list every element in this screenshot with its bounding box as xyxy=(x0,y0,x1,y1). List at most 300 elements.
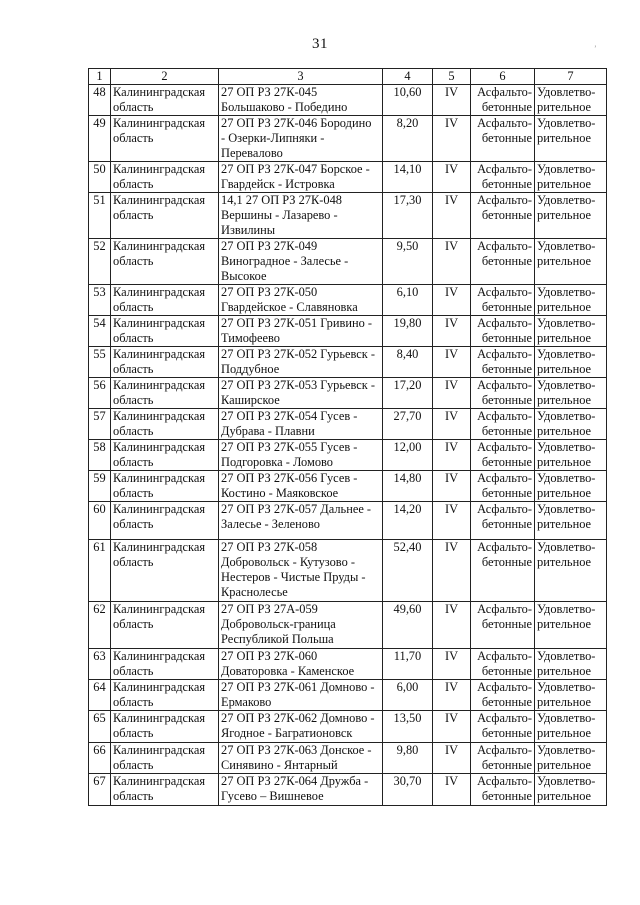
region-cell xyxy=(111,502,219,540)
table-row xyxy=(89,602,607,649)
header-row xyxy=(89,69,607,85)
surface-line: Асфальто- xyxy=(477,602,532,616)
condition-line: Удовлетво- xyxy=(537,239,596,253)
condition-cell xyxy=(535,162,607,193)
region-line: Калининградская xyxy=(113,440,206,454)
category-cell: IV xyxy=(433,85,471,116)
category-cell: IV xyxy=(433,649,471,680)
condition-line: Удовлетво- xyxy=(537,649,596,663)
region-line: область xyxy=(113,695,154,709)
region-cell xyxy=(111,193,219,239)
road-name-line: Республикой Польша xyxy=(221,632,334,646)
road-name-line: Добровольск-граница xyxy=(221,617,336,631)
category-cell: IV xyxy=(433,602,471,649)
condition-line: Удовлетво- xyxy=(537,285,596,299)
surface-line: бетонные xyxy=(481,393,532,407)
condition-line: Удовлетво- xyxy=(537,680,596,694)
condition-line: Удовлетво- xyxy=(537,316,596,330)
surface-line: Асфальто- xyxy=(477,85,532,99)
column-header: 4 xyxy=(383,69,433,85)
surface-line: Асфальто- xyxy=(477,774,532,788)
length-cell: 14,10 xyxy=(383,162,433,193)
road-name-line: Доваторовка - Каменское xyxy=(221,664,355,678)
region-line: область xyxy=(113,177,154,191)
region-line: Калининградская xyxy=(113,193,206,207)
road-name-line: Каширское xyxy=(221,393,280,407)
road-name-cell xyxy=(219,680,383,711)
row-number-cell: 55 xyxy=(89,347,111,378)
region-line: область xyxy=(113,664,154,678)
surface-line: Асфальто- xyxy=(477,116,532,130)
road-name-line: Тимофеево xyxy=(221,331,280,345)
length-cell: 11,70 xyxy=(383,649,433,680)
region-cell xyxy=(111,540,219,602)
surface-line: бетонные xyxy=(481,424,532,438)
table-row xyxy=(89,471,607,502)
length-cell: 12,00 xyxy=(383,440,433,471)
category-cell: IV xyxy=(433,743,471,774)
region-cell xyxy=(111,285,219,316)
road-name-line: 27 ОП РЗ 27К-049 xyxy=(221,239,318,253)
region-line: Калининградская xyxy=(113,649,206,663)
condition-cell xyxy=(535,774,607,806)
row-number-cell: 63 xyxy=(89,649,111,680)
surface-line: бетонные xyxy=(481,208,532,222)
road-name-line: Гусево – Вишневое xyxy=(221,789,324,803)
road-name-line: 27 ОП РЗ 27К-062 Домново - xyxy=(221,711,375,725)
region-line: Калининградская xyxy=(113,162,206,176)
surface-cell xyxy=(471,239,535,285)
region-cell xyxy=(111,440,219,471)
row-number-cell: 56 xyxy=(89,378,111,409)
region-cell xyxy=(111,239,219,285)
condition-cell xyxy=(535,285,607,316)
row-number-cell: 62 xyxy=(89,602,111,649)
length-cell: 9,50 xyxy=(383,239,433,285)
road-name-cell xyxy=(219,743,383,774)
region-line: Калининградская xyxy=(113,540,206,554)
region-line: Калининградская xyxy=(113,316,206,330)
table-row xyxy=(89,502,607,540)
length-cell: 9,80 xyxy=(383,743,433,774)
road-name-cell xyxy=(219,239,383,285)
surface-line: бетонные xyxy=(481,100,532,114)
road-name-cell xyxy=(219,502,383,540)
region-cell xyxy=(111,85,219,116)
length-cell: 52,40 xyxy=(383,540,433,602)
table-row xyxy=(89,378,607,409)
region-line: Калининградская xyxy=(113,711,206,725)
row-number-cell: 48 xyxy=(89,85,111,116)
condition-cell xyxy=(535,711,607,743)
condition-line: рительное xyxy=(537,362,592,376)
road-name-line: 27 ОП РЗ 27К-051 Гривино - xyxy=(221,316,373,330)
road-name-line: 27 ОП РЗ 27К-064 Дружба - xyxy=(221,774,369,788)
table-row xyxy=(89,285,607,316)
condition-cell xyxy=(535,347,607,378)
surface-line: бетонные xyxy=(481,789,532,803)
region-line: Калининградская xyxy=(113,743,206,757)
region-line: Калининградская xyxy=(113,471,206,485)
road-name-cell xyxy=(219,347,383,378)
row-number-cell: 64 xyxy=(89,680,111,711)
surface-cell xyxy=(471,162,535,193)
surface-cell xyxy=(471,602,535,649)
surface-cell xyxy=(471,193,535,239)
condition-line: рительное xyxy=(537,424,592,438)
region-line: Калининградская xyxy=(113,680,206,694)
road-name-line: 27 ОП РЗ 27К-063 Донское - xyxy=(221,743,372,757)
row-number-cell: 50 xyxy=(89,162,111,193)
region-line: область xyxy=(113,100,154,114)
region-line: Калининградская xyxy=(113,774,206,788)
surface-line: бетонные xyxy=(481,617,532,631)
row-number-cell: 57 xyxy=(89,409,111,440)
region-line: область xyxy=(113,393,154,407)
road-name-line: 27 ОП РЗ 27К-053 Гурьевск - xyxy=(221,378,376,392)
surface-cell xyxy=(471,116,535,162)
length-cell: 13,50 xyxy=(383,711,433,743)
road-name-line: Нестеров - Чистые Пруды - xyxy=(221,570,366,584)
surface-line: бетонные xyxy=(481,726,532,740)
table-row xyxy=(89,85,607,116)
region-line: область xyxy=(113,300,154,314)
condition-cell xyxy=(535,378,607,409)
surface-line: бетонные xyxy=(481,331,532,345)
table-row xyxy=(89,409,607,440)
condition-line: рительное xyxy=(537,131,592,145)
category-cell: IV xyxy=(433,116,471,162)
road-name-line: Вершины - Лазарево - xyxy=(221,208,338,222)
row-number-cell: 59 xyxy=(89,471,111,502)
condition-line: Удовлетво- xyxy=(537,602,596,616)
road-name-line: Синявино - Янтарный xyxy=(221,758,338,772)
category-cell: IV xyxy=(433,378,471,409)
category-cell: IV xyxy=(433,316,471,347)
condition-line: рительное xyxy=(537,393,592,407)
road-name-line: Краснолесье xyxy=(221,585,288,599)
column-header: 7 xyxy=(535,69,607,85)
road-name-line: Костино - Маяковское xyxy=(221,486,339,500)
road-name-line: 27 ОП РЗ 27К-045 xyxy=(221,85,318,99)
road-name-line: 27 ОП РЗ 27К-050 xyxy=(221,285,318,299)
condition-cell xyxy=(535,440,607,471)
category-cell: IV xyxy=(433,502,471,540)
surface-cell xyxy=(471,711,535,743)
region-line: Калининградская xyxy=(113,85,206,99)
region-line: область xyxy=(113,254,154,268)
road-name-cell xyxy=(219,649,383,680)
length-cell: 30,70 xyxy=(383,774,433,806)
condition-line: рительное xyxy=(537,254,592,268)
category-cell: IV xyxy=(433,440,471,471)
road-name-cell xyxy=(219,471,383,502)
row-number-cell: 60 xyxy=(89,502,111,540)
surface-line: Асфальто- xyxy=(477,711,532,725)
length-cell: 27,70 xyxy=(383,409,433,440)
length-cell: 8,40 xyxy=(383,347,433,378)
condition-line: рительное xyxy=(537,555,592,569)
row-number-cell: 51 xyxy=(89,193,111,239)
condition-line: Удовлетво- xyxy=(537,774,596,788)
length-cell: 14,20 xyxy=(383,502,433,540)
table-row xyxy=(89,774,607,806)
region-line: Калининградская xyxy=(113,502,206,516)
surface-cell xyxy=(471,85,535,116)
road-name-line: Гвардейское - Славяновка xyxy=(221,300,358,314)
condition-cell xyxy=(535,471,607,502)
condition-line: Удовлетво- xyxy=(537,471,596,485)
road-name-line: Подгоровка - Ломово xyxy=(221,455,334,469)
surface-line: Асфальто- xyxy=(477,440,532,454)
condition-cell xyxy=(535,316,607,347)
condition-line: Удовлетво- xyxy=(537,347,596,361)
road-name-cell xyxy=(219,316,383,347)
surface-cell xyxy=(471,378,535,409)
surface-line: Асфальто- xyxy=(477,193,532,207)
table-row xyxy=(89,440,607,471)
condition-line: рительное xyxy=(537,695,592,709)
road-name-line: 27 ОП РЗ 27К-054 Гусев - xyxy=(221,409,358,423)
length-cell: 19,80 xyxy=(383,316,433,347)
region-cell xyxy=(111,743,219,774)
region-line: Калининградская xyxy=(113,239,206,253)
surface-line: бетонные xyxy=(481,300,532,314)
surface-line: Асфальто- xyxy=(477,378,532,392)
region-line: Калининградская xyxy=(113,347,206,361)
surface-line: бетонные xyxy=(481,695,532,709)
surface-line: бетонные xyxy=(481,758,532,772)
region-cell xyxy=(111,316,219,347)
row-number-cell: 52 xyxy=(89,239,111,285)
row-number-cell: 66 xyxy=(89,743,111,774)
row-number-cell: 67 xyxy=(89,774,111,806)
table-row xyxy=(89,116,607,162)
surface-line: бетонные xyxy=(481,254,532,268)
road-name-line: Поддубное xyxy=(221,362,280,376)
surface-cell xyxy=(471,440,535,471)
region-cell xyxy=(111,602,219,649)
surface-cell xyxy=(471,347,535,378)
category-cell: IV xyxy=(433,285,471,316)
condition-line: рительное xyxy=(537,100,592,114)
surface-line: Асфальто- xyxy=(477,162,532,176)
row-number-cell: 54 xyxy=(89,316,111,347)
road-name-cell xyxy=(219,116,383,162)
condition-line: Удовлетво- xyxy=(537,409,596,423)
condition-line: рительное xyxy=(537,758,592,772)
surface-line: бетонные xyxy=(481,362,532,376)
surface-cell xyxy=(471,471,535,502)
length-cell: 6,00 xyxy=(383,680,433,711)
condition-line: Удовлетво- xyxy=(537,162,596,176)
road-name-line: Добровольск - Кутузово - xyxy=(221,555,355,569)
region-cell xyxy=(111,680,219,711)
length-cell: 14,80 xyxy=(383,471,433,502)
region-line: область xyxy=(113,331,154,345)
road-name-line: 27 ОП РЗ 27К-060 xyxy=(221,649,318,663)
column-header: 3 xyxy=(219,69,383,85)
region-cell xyxy=(111,409,219,440)
road-name-cell xyxy=(219,85,383,116)
row-number-cell: 65 xyxy=(89,711,111,743)
condition-cell xyxy=(535,540,607,602)
length-cell: 49,60 xyxy=(383,602,433,649)
region-cell xyxy=(111,378,219,409)
road-name-line: 27 ОП РЗ 27К-046 Бородино xyxy=(221,116,372,130)
condition-line: Удовлетво- xyxy=(537,85,596,99)
table-row xyxy=(89,193,607,239)
category-cell: IV xyxy=(433,162,471,193)
length-cell: 10,60 xyxy=(383,85,433,116)
category-cell: IV xyxy=(433,193,471,239)
category-cell: IV xyxy=(433,774,471,806)
road-name-cell xyxy=(219,540,383,602)
condition-line: Удовлетво- xyxy=(537,711,596,725)
road-name-line: 27 ОП РЗ 27А-059 xyxy=(221,602,318,616)
surface-line: Асфальто- xyxy=(477,285,532,299)
table-row xyxy=(89,540,607,602)
category-cell: IV xyxy=(433,239,471,285)
length-cell: 17,20 xyxy=(383,378,433,409)
condition-line: рительное xyxy=(537,177,592,191)
road-name-line: 27 ОП РЗ 27К-061 Домново - xyxy=(221,680,375,694)
category-cell: IV xyxy=(433,711,471,743)
region-line: область xyxy=(113,131,154,145)
region-line: область xyxy=(113,362,154,376)
condition-cell xyxy=(535,239,607,285)
condition-line: рительное xyxy=(537,517,592,531)
condition-cell xyxy=(535,602,607,649)
condition-line: рительное xyxy=(537,617,592,631)
road-name-cell xyxy=(219,378,383,409)
condition-line: Удовлетво- xyxy=(537,378,596,392)
column-header: 2 xyxy=(111,69,219,85)
road-name-line: Ягодное - Багратионовск xyxy=(221,726,353,740)
surface-cell xyxy=(471,409,535,440)
road-name-cell xyxy=(219,774,383,806)
row-number-cell: 49 xyxy=(89,116,111,162)
column-header: 5 xyxy=(433,69,471,85)
road-name-cell xyxy=(219,285,383,316)
road-name-cell xyxy=(219,162,383,193)
road-name-line: 27 ОП РЗ 27К-056 Гусев - xyxy=(221,471,358,485)
table-row xyxy=(89,162,607,193)
region-line: Калининградская xyxy=(113,116,206,130)
category-cell: IV xyxy=(433,409,471,440)
condition-line: Удовлетво- xyxy=(537,743,596,757)
surface-cell xyxy=(471,649,535,680)
road-name-cell xyxy=(219,602,383,649)
surface-cell xyxy=(471,680,535,711)
row-number-cell: 58 xyxy=(89,440,111,471)
row-number-cell: 61 xyxy=(89,540,111,602)
condition-cell xyxy=(535,502,607,540)
road-name-line: 27 ОП РЗ 27К-058 xyxy=(221,540,318,554)
region-cell xyxy=(111,116,219,162)
surface-line: Асфальто- xyxy=(477,743,532,757)
margin-mark: ʼ xyxy=(594,44,597,53)
surface-line: Асфальто- xyxy=(477,316,532,330)
region-line: область xyxy=(113,789,154,803)
surface-cell xyxy=(471,774,535,806)
table-row xyxy=(89,711,607,743)
condition-line: рительное xyxy=(537,726,592,740)
road-name-line: - Озерки-Липняки - xyxy=(221,131,325,145)
region-line: область xyxy=(113,424,154,438)
surface-cell xyxy=(471,316,535,347)
condition-cell xyxy=(535,116,607,162)
road-name-line: Залесье - Зеленово xyxy=(221,517,320,531)
condition-cell xyxy=(535,193,607,239)
region-cell xyxy=(111,649,219,680)
region-line: область xyxy=(113,726,154,740)
surface-line: Асфальто- xyxy=(477,502,532,516)
region-cell xyxy=(111,471,219,502)
condition-cell xyxy=(535,680,607,711)
surface-cell xyxy=(471,285,535,316)
surface-cell xyxy=(471,743,535,774)
page-number: 31 xyxy=(312,36,328,52)
length-cell: 17,30 xyxy=(383,193,433,239)
region-line: область xyxy=(113,758,154,772)
surface-line: бетонные xyxy=(481,455,532,469)
region-line: область xyxy=(113,486,154,500)
condition-line: Удовлетво- xyxy=(537,440,596,454)
region-line: область xyxy=(113,555,154,569)
column-header: 1 xyxy=(89,69,111,85)
category-cell: IV xyxy=(433,540,471,602)
road-name-line: Виноградное - Залесье - xyxy=(221,254,349,268)
column-header: 6 xyxy=(471,69,535,85)
length-cell: 6,10 xyxy=(383,285,433,316)
region-line: область xyxy=(113,617,154,631)
surface-line: бетонные xyxy=(481,555,532,569)
table-row xyxy=(89,347,607,378)
road-name-cell xyxy=(219,711,383,743)
road-name-cell xyxy=(219,193,383,239)
condition-line: Удовлетво- xyxy=(537,116,596,130)
road-name-line: 27 ОП РЗ 27К-047 Борское - xyxy=(221,162,370,176)
surface-line: бетонные xyxy=(481,664,532,678)
surface-line: Асфальто- xyxy=(477,347,532,361)
surface-line: Асфальто- xyxy=(477,471,532,485)
road-name-cell xyxy=(219,409,383,440)
condition-line: рительное xyxy=(537,486,592,500)
condition-line: рительное xyxy=(537,455,592,469)
condition-line: Удовлетво- xyxy=(537,502,596,516)
road-name-line: Ермаково xyxy=(221,695,272,709)
length-cell: 8,20 xyxy=(383,116,433,162)
region-cell xyxy=(111,347,219,378)
condition-cell xyxy=(535,409,607,440)
condition-line: Удовлетво- xyxy=(537,540,596,554)
surface-line: бетонные xyxy=(481,486,532,500)
road-name-line: Перевалово xyxy=(221,146,283,160)
region-line: Калининградская xyxy=(113,409,206,423)
region-line: область xyxy=(113,517,154,531)
category-cell: IV xyxy=(433,471,471,502)
road-name-line: 27 ОП РЗ 27К-055 Гусев - xyxy=(221,440,358,454)
table-row xyxy=(89,680,607,711)
road-name-line: Дубрава - Плавни xyxy=(221,424,315,438)
surface-line: Асфальто- xyxy=(477,239,532,253)
region-line: область xyxy=(113,208,154,222)
road-name-cell xyxy=(219,440,383,471)
road-name-line: Большаково - Победино xyxy=(221,100,348,114)
condition-cell xyxy=(535,649,607,680)
road-name-line: Извилины xyxy=(221,223,276,237)
